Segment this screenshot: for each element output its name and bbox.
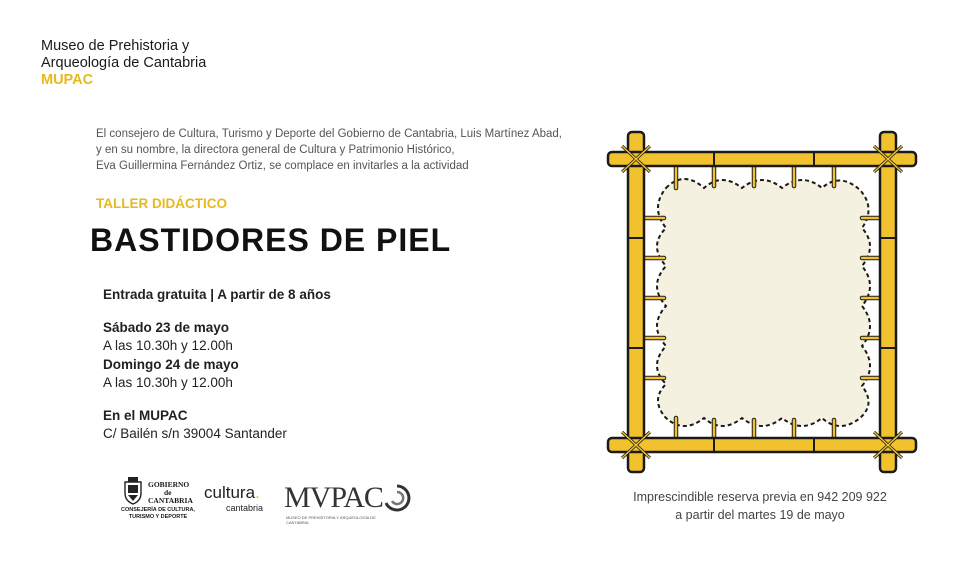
- gobierno-line3: CANTABRIA: [148, 496, 193, 505]
- venue: En el MUPAC: [103, 407, 188, 423]
- invitation-line1: El consejero de Cultura, Turismo y Deporte del Gobierno de Cantabria, Luis Martínez Abad,: [96, 128, 562, 140]
- entry-info: Entrada gratuita | A partir de 8 años: [103, 287, 331, 302]
- invitation-line2: y en su nombre, la directora general de Cultura y Patrimonio Histórico,: [96, 144, 455, 156]
- consejeria-line2: TURISMO Y DEPORTE: [128, 514, 188, 520]
- day2-times: A las 10.30h y 12.00h: [103, 375, 233, 390]
- event-kicker: TALLER DIDÁCTICO: [96, 196, 227, 211]
- museum-name: [41, 38, 206, 89]
- invitation-text: [96, 126, 616, 174]
- museum-name-line1: Museo de Prehistoria y: [41, 38, 190, 54]
- hide-frame-illustration: [604, 128, 920, 478]
- gobierno-cantabria-logo: [118, 475, 198, 525]
- museum-acronym: MUPAC: [41, 72, 94, 88]
- museum-name-line2: Arqueología de Cantabria: [41, 55, 207, 71]
- address: C/ Bailén s/n 39004 Santander: [103, 426, 287, 441]
- mupac-spiral-icon: [382, 483, 412, 513]
- mupac-sub: MUSEO DE PREHISTORIA Y ARQUEOLOGÍA DE CANTABRIA: [286, 515, 376, 525]
- reservation-line1: Imprescindible reserva previa en 942 209 922: [633, 490, 887, 504]
- mupac-logo: [284, 481, 383, 525]
- cultura-main: cultura: [204, 483, 256, 502]
- day2-date: Domingo 24 de mayo: [103, 356, 239, 372]
- sponsor-logos: [118, 475, 418, 525]
- mupac-logo-text: MVPAC: [284, 481, 383, 514]
- reservation-line2: a partir del martes 19 de mayo: [675, 508, 845, 522]
- hide-frame-drawing: [608, 132, 916, 472]
- gobierno-line1: GOBIERNO: [148, 480, 190, 489]
- cultura-cantabria-logo: [204, 483, 264, 513]
- cultura-dot: .: [255, 483, 260, 502]
- reservation-note: [600, 488, 920, 524]
- day1-date: Sábado 23 de mayo: [103, 319, 230, 335]
- coat-of-arms-icon: [122, 477, 144, 505]
- day1-times: A las 10.30h y 12.00h: [103, 338, 233, 353]
- event-info: [103, 286, 331, 444]
- event-title: BASTIDORES DE PIEL: [90, 222, 452, 258]
- cultura-sub: cantabria: [226, 503, 264, 513]
- invitation-line3: Eva Guillermina Fernández Ortiz, se complace en invitarles a la actividad: [96, 160, 469, 172]
- consejeria-line1: CONSEJERÍA DE CULTURA,: [121, 507, 195, 513]
- gobierno-line2: de: [164, 488, 172, 497]
